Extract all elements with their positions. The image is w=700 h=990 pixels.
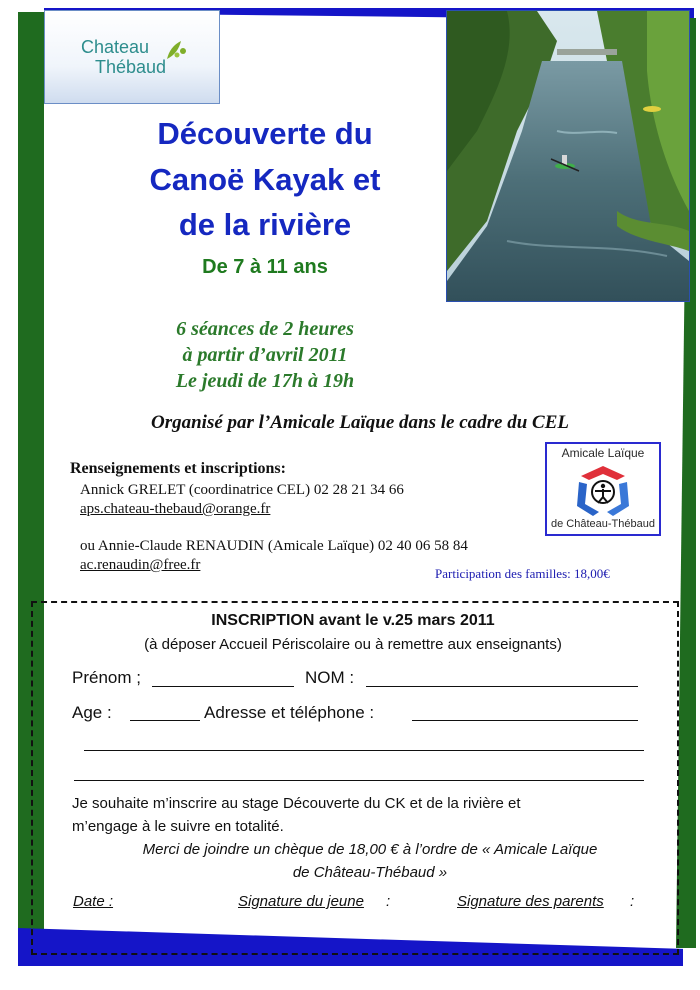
logo-text xyxy=(81,37,166,77)
date-label: Date : xyxy=(73,893,114,910)
title-line2: Canoë Kayak et xyxy=(149,162,381,197)
prenom-field[interactable] xyxy=(152,686,294,687)
consent-line1: Je souhaite m’inscrire au stage Découverte du CK et de la rivière et xyxy=(72,795,521,812)
schedule-line1: 6 séances de 2 heures xyxy=(176,318,354,340)
nom-label: NOM : xyxy=(305,668,355,687)
prenom-label: Prénom ; xyxy=(72,668,141,687)
amicale-laique-logo xyxy=(545,442,661,536)
contact-email1[interactable]: aps.chateau-thebaud@orange.fr xyxy=(80,501,271,517)
form-subtitle: (à déposer Accueil Périscolaire ou à remettre aux enseignants) xyxy=(144,636,562,653)
amicale-logo-top: Amicale Laïque xyxy=(561,446,645,460)
river-photo xyxy=(446,10,690,302)
consent-line2: m’engage à le suivre en totalité. xyxy=(72,818,284,835)
schedule-line3: Le jeudi de 17h à 19h xyxy=(175,370,355,392)
title-line3: de la rivière xyxy=(178,207,352,242)
age-field[interactable] xyxy=(130,720,200,721)
title-line1: Découverte du xyxy=(157,116,373,151)
logo-line2: Thébaud xyxy=(95,57,167,77)
chateau-thebaud-logo xyxy=(44,10,220,104)
contact-heading: Renseignements et inscriptions: xyxy=(70,460,286,477)
schedule-line2: à partir d’avril 2011 xyxy=(182,344,348,366)
signature-jeune-colon: : xyxy=(386,893,391,910)
signature-parents-label: Signature des parents xyxy=(457,893,604,910)
signature-jeune-label: Signature du jeune xyxy=(238,893,364,910)
participation-fee: Participation des familles: 18,00€ xyxy=(435,566,610,581)
age-label: Age : xyxy=(72,703,112,722)
adresse-field-line2[interactable] xyxy=(84,750,644,751)
contact-person2: ou Annie-Claude RENAUDIN (Amicale Laïque) 02 40 06 58 84 xyxy=(80,538,468,554)
adresse-field[interactable] xyxy=(412,720,638,721)
amicale-emblem-icon xyxy=(573,462,633,518)
contact-person1: Annick GRELET (coordinatrice CEL) 02 28 21 34 66 xyxy=(80,482,404,498)
adresse-field-line3[interactable] xyxy=(74,780,644,781)
age-range: De 7 à 11 ans xyxy=(202,256,328,278)
amicale-logo-bottom: de Château-Thébaud xyxy=(551,518,655,530)
form-title: INSCRIPTION avant le v.25 mars 2011 xyxy=(211,612,495,629)
contact-email2[interactable]: ac.renaudin@free.fr xyxy=(80,557,201,573)
logo-line1: Chateau xyxy=(81,37,150,57)
organiser-line: Organisé par l’Amicale Laïque dans le cadre du CEL xyxy=(151,412,569,433)
nom-field[interactable] xyxy=(366,686,638,687)
cheque-line1: Merci de joindre un chèque de 18,00 € à l’ordre de « Amicale Laïque xyxy=(142,841,598,858)
leaf-icon xyxy=(163,37,189,63)
adresse-label: Adresse et téléphone : xyxy=(204,703,375,722)
signature-parents-colon: : xyxy=(630,893,635,910)
cheque-line2: de Château-Thébaud » xyxy=(292,864,448,881)
